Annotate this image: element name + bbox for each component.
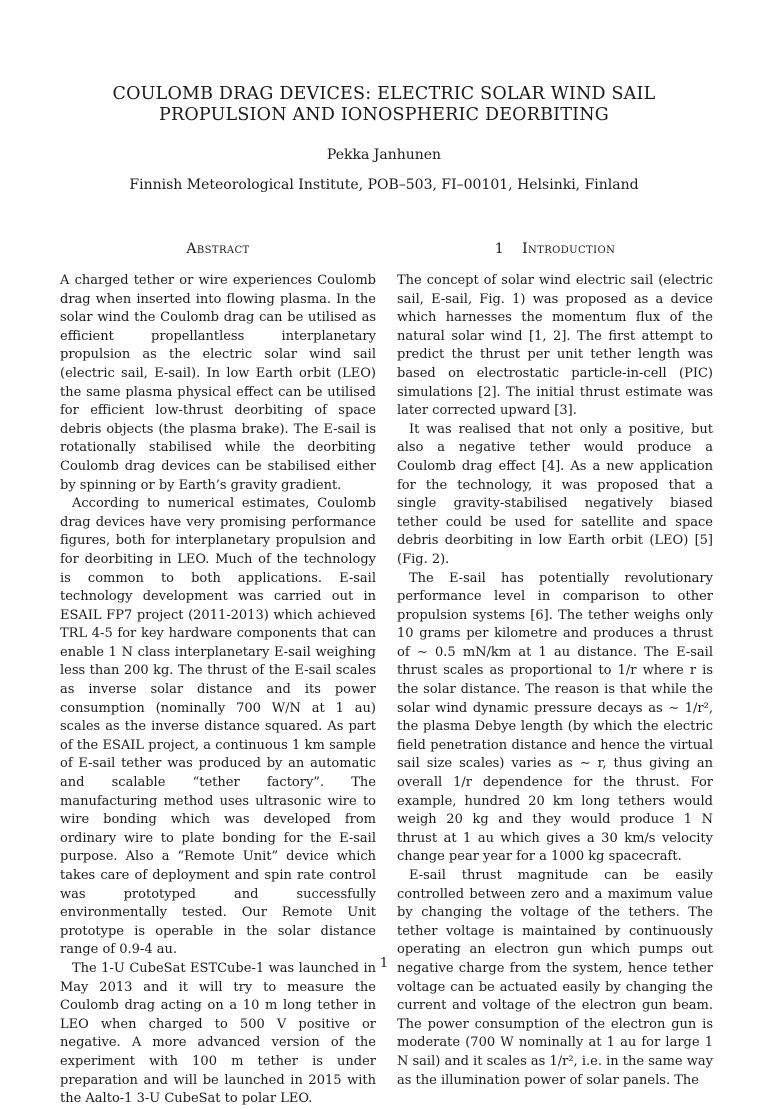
title-line-2: PROPULSION AND IONOSPHERIC DEORBITING	[159, 105, 609, 125]
abstract-paragraph-1: A charged tether or wire experiences Coulomb drag when inserted into flowing plasma. In the solar wind the Coulomb drag can be utilised as efficient propellantless interplanetary propulsion as the electric solar wind sail (electric sail, E-sail). In low Earth orbit (LEO) the same plasma physical effect can be utilised for efficient low-thrust deorbiting of space debris objects (the plasma brake). The E-sail is rotationally stabilised while the deorbiting Coulomb drag devices can be stabilised either by spinning or by Earth’s gravity gradient.	[60, 273, 376, 493]
page-number: 1	[379, 956, 389, 971]
introduction-paragraph-3: The E-sail has potentially revolutionary performance level in comparison to other propulsion systems [6]. The tether weighs only 10 grams per kilometre and produces a thrust of ∼ 0.5 mN/km at 1 au distance. The E-sail thrust scales as proportional to 1/r where r is the solar distance. The reason is that while the solar wind dynamic pressure decays as ∼ 1/r², the plasma Debye length (by which the electric field penetration distance and hence the virtual sail size scales) varies as ∼ r, thus giving an overall 1/r dependence for the thrust. For example, hundred 20 km long tethers would weigh 20 kg and they would produce 1 N thrust at 1 au which gives a 30 km/s velocity change pear year for a 1000 kg spacecraft.	[397, 570, 713, 865]
paper-title	[0, 84, 768, 126]
title-line-1: COULOMB DRAG DEVICES: ELECTRIC SOLAR WIND SAIL	[112, 84, 656, 104]
section-title: Introduction	[522, 241, 616, 257]
abstract-paragraph-2: According to numerical estimates, Coulomb drag devices have very promising performance figures, both for interplanetary propulsion and for deorbiting in LEO. Much of the technology is common to both applications. E-sail technology development was carried out in ESAIL FP7 project (2011-2013) which achieved TRL 4-5 for key hardware components that can enable 1 N class interplanetary E-sail weighing less than 200 kg. The thrust of the E-sail scales as inverse solar distance and its power consumption (nominally 700 W/N at 1 au) scales as the inverse distance squared. As part of the ESAIL project, a continuous 1 km sample of E-sail tether was produced by an automatic and scalable “tether factory”. The manufacturing method uses ultrasonic wire to wire bonding which was developed from ordinary wire to plate bonding for the E-sail purpose. Also a “Remote Unit” device which takes care of deployment and spin rate control was prototyped and successfully environmentally tested. Our Remote Unit prototype is operable in the solar distance range of 0.9-4 au.	[60, 496, 376, 958]
introduction-paragraph-2: It was realised that not only a positive, but also a negative tether would produce a Coulomb drag effect [4]. As a new application for the technology, it was proposed that a single gravity-stabilised negatively biased tether could be used for satellite and space debris deorbiting in low Earth orbit (LEO) [5] (Fig. 2).	[397, 421, 713, 567]
introduction-heading	[397, 240, 713, 258]
author-affiliation: Finnish Meteorological Institute, POB–503, FI–00101, Helsinki, Finland	[129, 177, 639, 193]
abstract-heading: Abstract	[186, 241, 250, 257]
section-number: 1	[494, 241, 505, 257]
introduction-paragraph-4: E-sail thrust magnitude can be easily controlled between zero and a maximum value by changing the voltage of the tethers. The tether voltage is maintained by continuously operating an electron gun which pumps out negative charge from the system, hence tether voltage can be actuated easily by changing the current and voltage of the electron gun beam. The power consumption of the electron gun is moderate (700 W nominally at 1 au for large 1 N sail) and it scales as 1/r², i.e. in the same way as the illumination power of solar panels. The	[397, 868, 713, 1088]
abstract-paragraph-3: The 1-U CubeSat ESTCube-1 was launched in May 2013 and it will try to measure the Coulomb drag acting on a 10 m long tether in LEO when charged to 500 V positive or negative. A more advanced version of the experiment with 100 m tether is under preparation and will be launched in 2015 with the Aalto-1 3-U CubeSat to polar LEO.	[60, 960, 376, 1107]
introduction-paragraph-1: The concept of solar wind electric sail (electric sail, E-sail, Fig. 1) was proposed as a device which harnesses the momentum flux of the natural solar wind [1, 2]. The first attempt to predict the thrust per unit tether length was based on electrostatic particle-in-cell (PIC) simulations [2]. The initial thrust estimate was later corrected upward [3].	[397, 273, 713, 419]
author-name: Pekka Janhunen	[326, 147, 442, 163]
abstract-section	[60, 240, 376, 1109]
